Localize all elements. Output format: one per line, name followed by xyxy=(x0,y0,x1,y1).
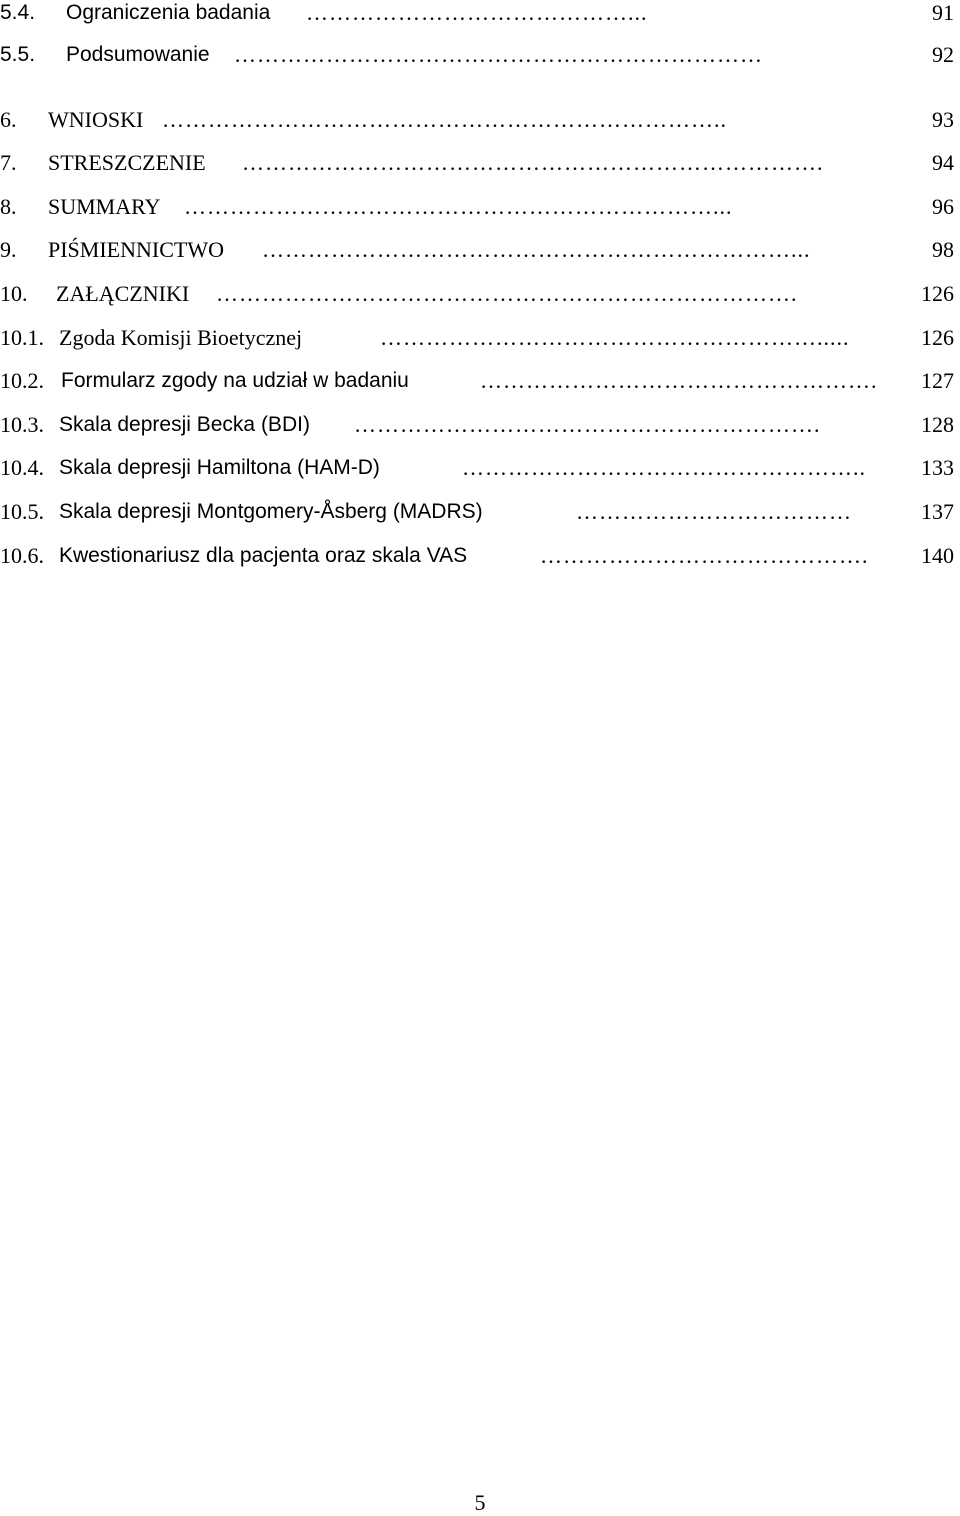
toc-entry-leader: ……………………………………. xyxy=(540,543,869,568)
toc-entry-10-2 xyxy=(0,368,960,398)
toc-entry-page: 126 xyxy=(921,325,954,350)
toc-entry-number: 10.5. xyxy=(0,499,44,524)
toc-entry-title: Podsumowanie xyxy=(66,43,210,66)
toc-entry-number: 10.2. xyxy=(0,368,44,393)
toc-entry-number: 10.4. xyxy=(0,455,44,480)
toc-entry-title: Formularz zgody na udział w badaniu xyxy=(61,369,409,392)
toc-entry-number: 9. xyxy=(0,237,17,262)
toc-entry-number: 7. xyxy=(0,150,17,175)
toc-entry-title: WNIOSKI xyxy=(48,107,144,132)
toc-entry-number: 10.1. xyxy=(0,325,44,350)
toc-entry-10-6 xyxy=(0,543,960,573)
toc-entry-page: 91 xyxy=(932,0,954,25)
toc-entry-leader: ……………………………… xyxy=(576,499,852,524)
toc-entry-title: Ograniczenia badania xyxy=(66,1,271,24)
toc-entry-leader: …………………………………………….. xyxy=(462,455,866,480)
toc-entry-number: 5.5. xyxy=(0,43,36,66)
toc-entry-title: STRESZCZENIE xyxy=(48,150,206,175)
toc-entry-title: Zgoda Komisji Bioetycznej xyxy=(59,325,303,350)
toc-entry-title: Skala depresji Montgomery-Åsberg (MADRS) xyxy=(59,500,483,523)
toc-entry-5-4 xyxy=(0,0,960,30)
toc-entry-page: 93 xyxy=(932,107,954,132)
toc-entry-number: 10.3. xyxy=(0,412,44,437)
toc-entry-10 xyxy=(0,281,960,311)
toc-entry-leader: ……………………………………………. xyxy=(480,368,878,393)
toc-entry-title: Kwestionariusz dla pacjenta oraz skala VAS xyxy=(59,544,468,567)
toc-entry-title: Skala depresji Becka (BDI) xyxy=(59,413,310,436)
toc-entry-page: 140 xyxy=(921,543,954,568)
toc-entry-number: 6. xyxy=(0,107,17,132)
toc-entry-10-4 xyxy=(0,455,960,485)
toc-entry-page: 126 xyxy=(921,281,954,306)
toc-entry-page: 94 xyxy=(932,150,954,175)
toc-entry-title: SUMMARY xyxy=(48,194,161,219)
toc-entry-7 xyxy=(0,150,960,180)
toc-entry-title: ZAŁĄCZNIKI xyxy=(56,281,190,306)
toc-entry-page: 128 xyxy=(921,412,954,437)
toc-entry-leader: …………………………………………………………………. xyxy=(242,150,824,175)
toc-entry-6 xyxy=(0,107,960,137)
toc-entry-number: 10. xyxy=(0,281,28,306)
page-number: 5 xyxy=(474,1490,486,1515)
toc-entry-10-1 xyxy=(0,325,960,355)
toc-entry-page: 127 xyxy=(921,368,954,393)
toc-entry-leader: ……………………………………………………………... xyxy=(184,194,733,219)
toc-entry-page: 133 xyxy=(921,455,954,480)
toc-entry-number: 8. xyxy=(0,194,17,219)
toc-entry-page: 92 xyxy=(932,42,954,67)
toc-entry-leader: ……………………………………………………. xyxy=(354,412,821,437)
toc-entry-leader: ……………………………………………………………... xyxy=(262,237,811,262)
toc-entry-page: 137 xyxy=(921,499,954,524)
toc-entry-5-5 xyxy=(0,42,960,72)
toc-entry-page: 96 xyxy=(932,194,954,219)
toc-entry-title: Skala depresji Hamiltona (HAM-D) xyxy=(59,456,380,479)
toc-entry-8 xyxy=(0,194,960,224)
toc-entry-leader: …………………………………………………..... xyxy=(380,325,850,350)
toc-entry-leader: …………………………………………………………… xyxy=(234,42,763,67)
toc-entry-page: 98 xyxy=(932,237,954,262)
toc-entry-title: PIŚMIENNICTWO xyxy=(48,237,224,262)
toc-entry-leader: ……………………………………... xyxy=(306,0,648,25)
toc-entry-9 xyxy=(0,237,960,267)
toc-entry-10-3 xyxy=(0,412,960,442)
toc-entry-number: 10.6. xyxy=(0,543,44,568)
toc-entry-leader: …………………………………………………………………. xyxy=(216,281,798,306)
toc-entry-leader: ……………………………………………………………….. xyxy=(162,107,727,132)
toc-entry-10-5 xyxy=(0,499,960,529)
toc-entry-number: 5.4. xyxy=(0,1,36,24)
